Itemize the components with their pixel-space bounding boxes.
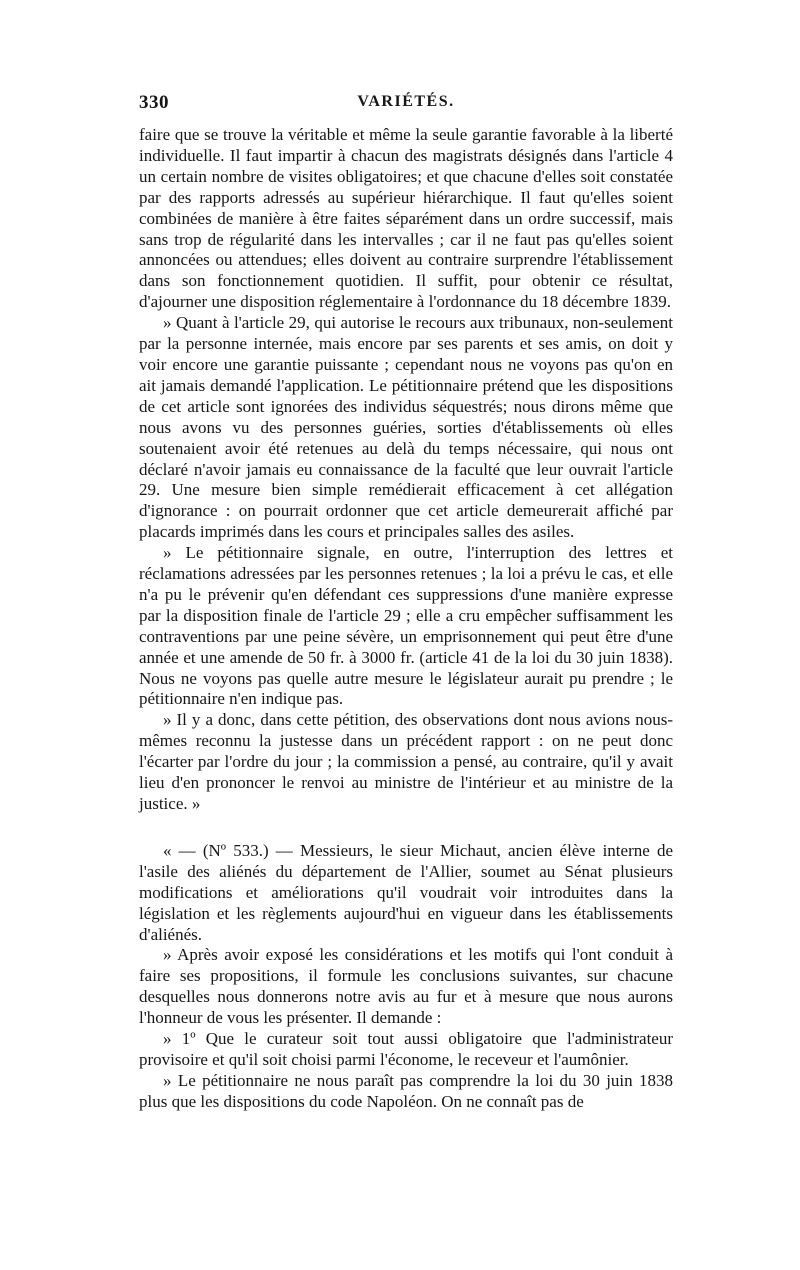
page-header xyxy=(139,92,673,118)
paragraph-1: faire que se trouve la véritable et même la seule garantie favorable à la liberté individuelle. Il faut impartir à chacun des magistrats désignés dans l'article 4 un certain nombre de visites obligatoires; et que chacune d'elles soit constatée par des rapports adressés au supérieur hiérarchique. Il faut qu'elles soient combinées de manière à être faites séparément dans un ordre successif, mais sans trop de régularité dans les intervalles ; car il ne faut pas qu'elles soient annoncées ou attendues; elles doivent au contraire surprendre l'établissement dans son fonctionnement quotidien. Il suffit, pour obtenir ce résultat, d'ajourner une disposition réglementaire à l'ordonnance du 18 décembre 1839. xyxy=(139,125,673,312)
running-head: VARIÉTÉS. xyxy=(357,93,455,110)
paragraph-7: » 1º Que le curateur soit tout aussi obligatoire que l'administrateur provisoire et qu'il soit choisi parmi l'économe, le receveur et l'aumônier. xyxy=(139,1029,673,1069)
paragraph-5: « — (Nº 533.) — Messieurs, le sieur Michaut, ancien élève interne de l'asile des aliénés du département de l'Allier, soumet au Sénat plusieurs modifications et améliorations qu'il voudrait voir introduites dans la législation et les règlements aujourd'hui en vigueur dans les établissements d'aliénés. xyxy=(139,840,673,944)
section-gap xyxy=(139,815,673,841)
paragraph-8: » Le pétitionnaire ne nous paraît pas comprendre la loi du 30 juin 1838 plus que les dispositions du code Napoléon. On ne connaît pas de xyxy=(139,1070,673,1111)
page-number: 330 xyxy=(139,92,169,113)
paragraph-4: » Il y a donc, dans cette pétition, des observations dont nous avions nous-mêmes reconnu la justesse dans un précédent rapport : on ne peut donc l'écarter par l'ordre du jour ; la commission a pensé, au contraire, qu'il y avait lieu d'en prononcer le renvoi au ministre de l'intérieur et au ministre de la justice. » xyxy=(139,710,673,813)
body-text xyxy=(139,125,673,1113)
paragraph-6: » Après avoir exposé les considérations et les motifs qui l'ont conduit à faire ses propositions, il formule les conclusions suivantes, sur chacune desquelles nous donnerons notre avis au fur et à mesure que nous aurons l'honneur de vous les présenter. Il demande : xyxy=(139,945,673,1028)
paragraph-2: » Quant à l'article 29, qui autorise le recours aux tribunaux, non-seulement par la personne internée, mais encore par ses parents et ses amis, on doit y voir encore une garantie puissante ; cependant nous ne voyons pas qu'on en ait jamais demandé l'application. Le pétitionnaire prétend que les dispositions de cet article sont ignorées des individus séquestrés; nous dirons même que nous avons vu des personnes guéries, sorties d'établissements où elles soutenaient avoir été retenues au delà du temps nécessaire, qui nous ont déclaré n'avoir jamais eu connaissance de la faculté que leur ouvrait l'article 29. Une mesure bien simple remédierait efficacement à cet allégation d'ignorance : on pourrait ordonner que cet article demeurerait affiché par placards imprimés dans les cours et principales salles des asiles. xyxy=(139,313,673,542)
paragraph-3: » Le pétitionnaire signale, en outre, l'interruption des lettres et réclamations adressées par les personnes retenues ; la loi a prévu le cas, et elle n'a pu le prévenir qu'en défendant ces suppressions d'une manière expresse par la disposition finale de l'article 29 ; elle a cru empêcher suffisamment les contraventions par une peine sévère, un emprisonnement qui peut être d'une année et une amende de 50 fr. à 3000 fr. (article 41 de la loi du 30 juin 1838). Nous ne voyons pas quelle autre mesure le législateur aurait pu prendre ; le pétitionnaire n'en indique pas. xyxy=(139,543,673,709)
